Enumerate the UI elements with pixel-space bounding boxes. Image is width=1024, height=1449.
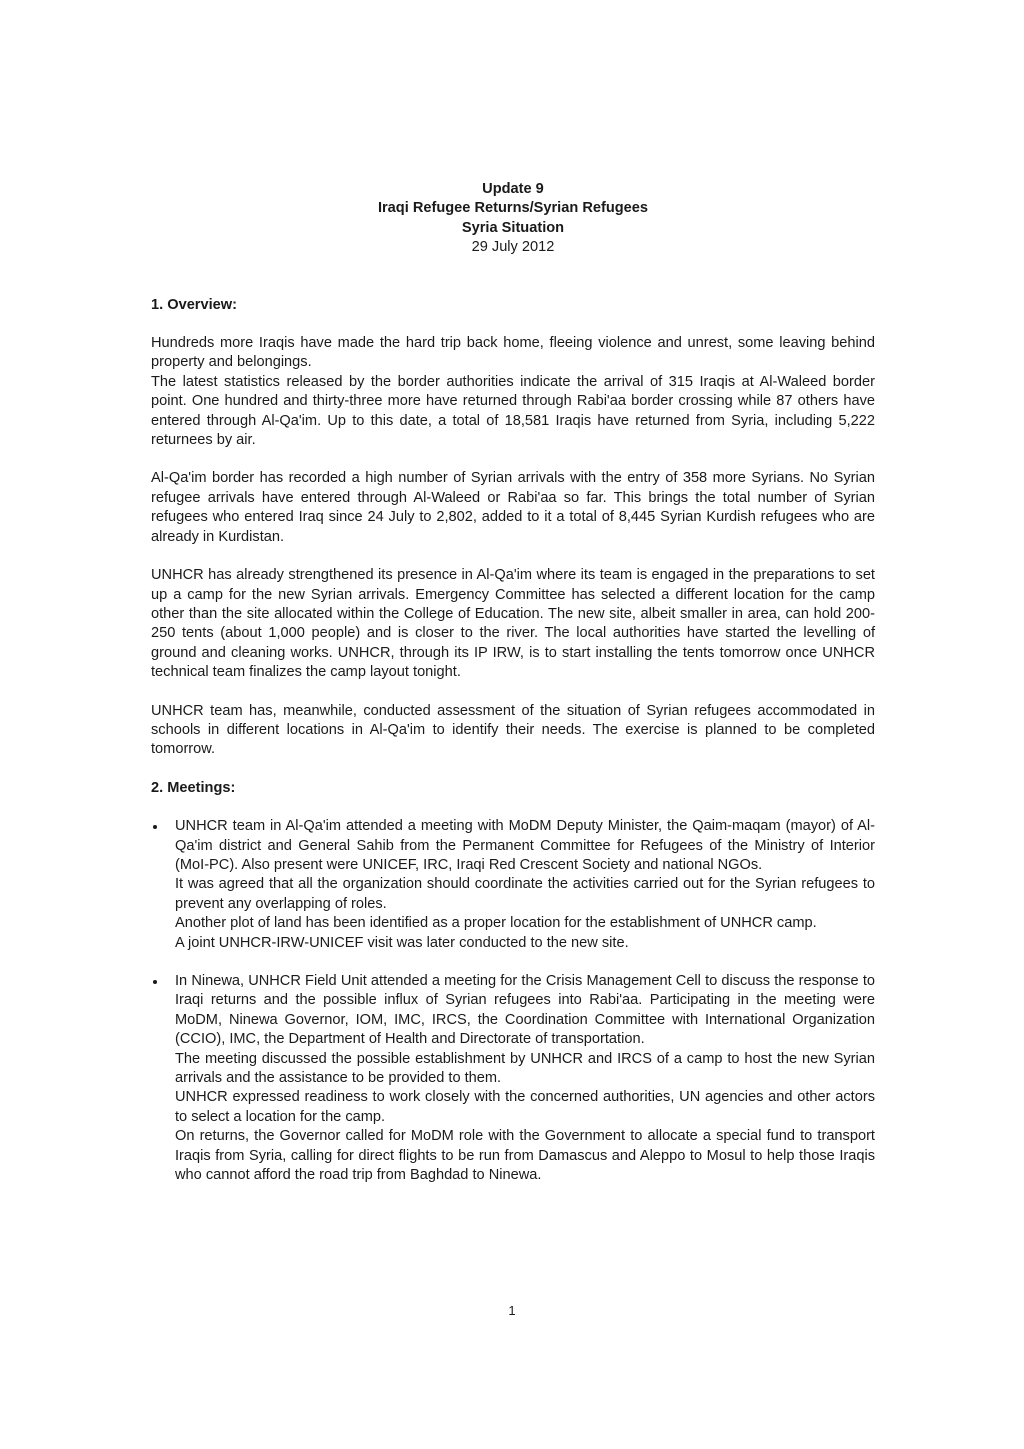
meetings-heading: 2. Meetings: xyxy=(151,779,236,796)
subject-title: Iraqi Refugee Returns/Syrian Refugees xyxy=(377,200,649,217)
overview-paragraph-4: UNHCR has already strengthened its presence in Al-Qa'im where its team is engaged in the preparations to set up a camp for the new Syrian arrivals. Emergency Committee has selected a different location for the camp other than the site allocated within the College of Education. The new site, albeit smaller in area, can hold 200-250 tents (about 1,000 people) and is closer to the river. The local authorities have started the levelling of ground and cleaning works. UNHCR, through its IP IRW, is to start installing the tents tomorrow once UNHCR technical team finalizes the camp layout tonight. xyxy=(151,567,875,681)
meeting-2-line-1: In Ninewa, UNHCR Field Unit attended a meeting for the Crisis Management Cell to discuss the response to Iraqi returns and the possible influx of Syrian refugees into Rabi'aa. Participating in the meeting were MoDM, Ninewa Governor, IOM, IMC, IRCS, the Coordination Committee with International Organization (CCIO), IMC, the Department of Health and Directorate of transportation. xyxy=(175,973,875,1048)
situation-title: Syria Situation xyxy=(461,219,565,236)
meeting-1-line-1: UNHCR team in Al-Qa'im attended a meeting with MoDM Deputy Minister, the Qaim-maqam (mayor) of Al-Qa'im district and General Sahib from the Permanent Committee for Refugees of the Ministry of Interior (MoI-PC). Also present were UNICEF, IRC, Iraqi Red Crescent Society and national NGOs. xyxy=(175,818,875,873)
meeting-item-alqaim xyxy=(151,817,875,953)
meeting-item-ninewa xyxy=(151,972,875,1185)
meeting-2-line-3: UNHCR expressed readiness to work closely with the concerned authorities, UN agencies and other actors to select a location for the camp. xyxy=(175,1089,875,1125)
meetings-list xyxy=(151,817,875,1185)
meeting-2-line-4: On returns, the Governor called for MoDM role with the Government to allocate a special fund to transport Iraqis from Syria, calling for direct flights to be run from Damascus and Aleppo to Mosul to help those Iraqis who cannot afford the road trip from Baghdad to Ninewa. xyxy=(175,1128,875,1184)
overview-paragraph-3: Al-Qa'im border has recorded a high number of Syrian arrivals with the entry of 358 more Syrians. No Syrian refugee arrivals have entered through Al-Waleed or Rabi'aa so far. This brings the total number of Syrian refugees who entered Iraq since 24 July to 2,802, added to it a total of 8,445 Syrian Kurdish refugees who are already in Kurdistan. xyxy=(151,470,875,545)
overview-heading: 1. Overview: xyxy=(151,296,237,313)
page-number: 1 xyxy=(508,1303,516,1318)
overview-section xyxy=(151,296,875,760)
overview-paragraph-5: UNHCR team has, meanwhile, conducted assessment of the situation of Syrian refugees accommodated in schools in different locations in Al-Qa'im to identify their needs. The exercise is planned to be completed tomorrow. xyxy=(151,702,875,758)
meeting-1-line-4: A joint UNHCR-IRW-UNICEF visit was later conducted to the new site. xyxy=(175,934,629,951)
meeting-1-line-3: Another plot of land has been identified as a proper location for the establishment of UNHCR camp. xyxy=(175,915,817,932)
document-page xyxy=(151,180,875,1185)
document-date: 29 July 2012 xyxy=(471,239,555,256)
overview-paragraph-1: Hundreds more Iraqis have made the hard trip back home, fleeing violence and unrest, some leaving behind property and belongings. xyxy=(151,335,875,371)
document-header xyxy=(151,180,875,258)
meeting-1-line-2: It was agreed that all the organization should coordinate the activities carried out for the Syrian refugees to prevent any overlapping of roles. xyxy=(175,876,875,912)
overview-paragraph-2: The latest statistics released by the border authorities indicate the arrival of 315 Iraqis at Al-Waleed border point. One hundred and thirty-three more have returned through Rabi'aa border crossing while 87 others have entered through Al-Qa'im. Up to this date, a total of 18,581 Iraqis have returned from Syria, including 5,222 returnees by air. xyxy=(151,373,875,449)
update-title: Update 9 xyxy=(482,181,544,197)
meeting-2-line-2: The meeting discussed the possible establishment by UNHCR and IRCS of a camp to host the new Syrian arrivals and the assistance to be provided to them. xyxy=(175,1050,875,1087)
meetings-section xyxy=(151,779,875,1186)
